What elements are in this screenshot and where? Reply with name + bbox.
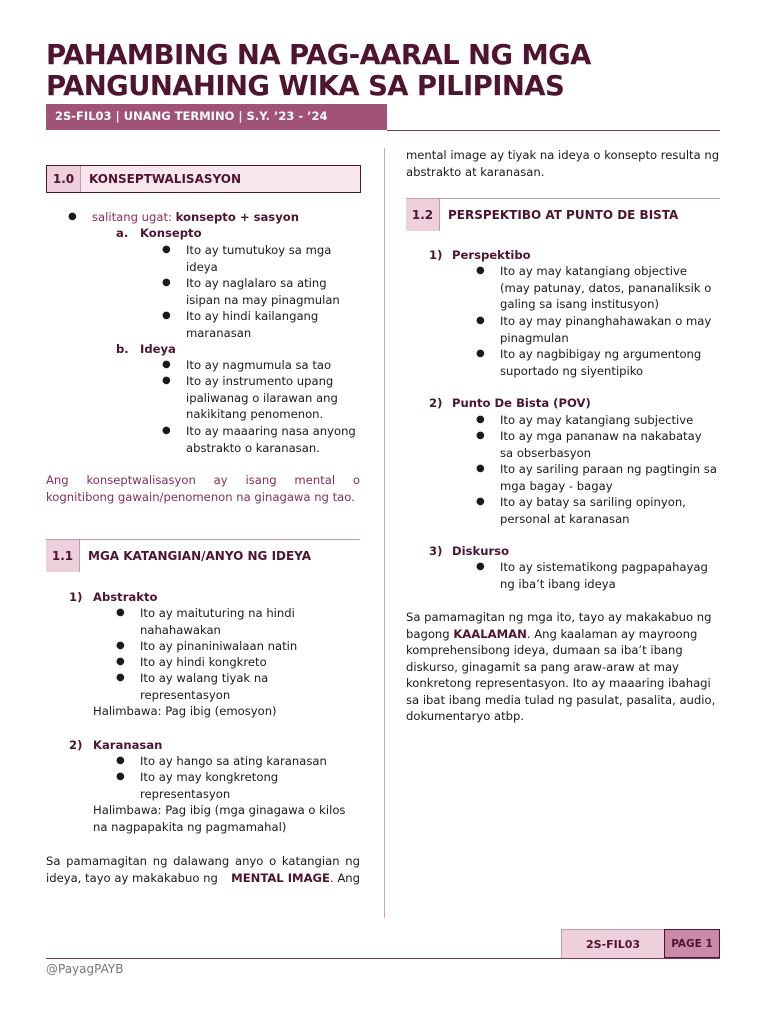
list-item-line: abstrakto o karanasan. bbox=[186, 440, 320, 455]
bullet-icon: ● bbox=[116, 672, 125, 683]
list-item bbox=[140, 605, 360, 638]
list-item-line: suportado ng siyentipiko bbox=[500, 363, 644, 378]
bullet-icon: ● bbox=[116, 755, 125, 766]
subheading-abstrakto: Abstrakto bbox=[93, 590, 158, 604]
example-line: Halimbawa: Pag ibig (mga ginagawa o kilos bbox=[93, 803, 346, 817]
list-item-line: Ito ay may pinanghahawakan o may bbox=[500, 314, 712, 328]
root-word-line bbox=[92, 209, 299, 226]
paragraph-line: komprehensibong ideya, dumaan sa iba’t ibang bbox=[406, 643, 683, 657]
root-word-value: konsepto + sasyon bbox=[175, 210, 299, 224]
list-item-line: ideya bbox=[186, 259, 218, 274]
list-item-line: Ito ay mga pananaw na nakabatay bbox=[500, 429, 702, 443]
section-number: 1.0 bbox=[47, 166, 81, 192]
paragraph-line bbox=[46, 870, 360, 887]
list-item bbox=[500, 313, 720, 346]
list-marker-1: 1) bbox=[69, 590, 83, 604]
list-item bbox=[140, 654, 360, 671]
list-item-line: personal at karanasan bbox=[500, 511, 630, 526]
list-marker-a: a. bbox=[116, 226, 129, 240]
list-item bbox=[186, 275, 360, 308]
list-item-line: Ito ay naglalaro sa ating bbox=[186, 276, 327, 290]
keyword-mental-image: MENTAL IMAGE bbox=[231, 870, 330, 885]
list-item-line: Ito ay hango sa ating karanasan bbox=[140, 754, 327, 768]
list-item bbox=[186, 242, 360, 275]
bullet-icon: ● bbox=[116, 640, 125, 651]
list-item-line: Ito ay pinaniniwalaan natin bbox=[140, 639, 298, 653]
paragraph-line: Sa pamamagitan ng mga ito, tayo ay makakabuo ng bbox=[406, 610, 712, 624]
list-item-line: Ito ay sistematikong pagpapahayag bbox=[500, 560, 708, 574]
subtitle-rule bbox=[387, 130, 720, 131]
list-item-line: Ito ay maituturing na hindi bbox=[140, 606, 295, 620]
list-marker-2: 2) bbox=[429, 396, 443, 410]
paragraph-line bbox=[406, 626, 720, 643]
bullet-icon: ● bbox=[162, 310, 171, 321]
title-line-2: PANGUNAHING WIKA SA PILIPINAS bbox=[46, 70, 565, 102]
list-item bbox=[140, 769, 360, 802]
paragraph-line: Sa pamamagitan ng dalawang anyo o katangian ng bbox=[46, 854, 360, 868]
concept-summary: Ang konseptwalisasyon ay isang mental o kognitibong gawain/penomenon na ginagawa ng tao. bbox=[46, 473, 360, 504]
subheading-diskurso: Diskurso bbox=[452, 544, 510, 558]
list-item-line: representasyon bbox=[140, 786, 231, 801]
list-item-line: Ito ay sariling paraan ng pagtingin sa bbox=[500, 462, 717, 476]
list-item-line: galing sa isang institusyon) bbox=[500, 297, 660, 311]
section-title: MGA KATANGIAN/ANYO NG IDEYA bbox=[88, 549, 312, 563]
list-item-line: Ito ay nagbibigay ng argumentong bbox=[500, 347, 702, 361]
section-number: 1.2 bbox=[406, 199, 440, 231]
section-number: 1.1 bbox=[46, 540, 80, 572]
list-item bbox=[500, 346, 720, 379]
subheading-konsepto: Konsepto bbox=[140, 226, 202, 240]
paragraph-text: . Ang bbox=[329, 870, 360, 885]
bullet-icon: ● bbox=[476, 561, 485, 572]
list-item bbox=[186, 373, 360, 423]
list-item-line: Ito ay walang tiyak na bbox=[140, 671, 269, 685]
list-item-line: isipan na may pinagmulan bbox=[186, 292, 340, 307]
page-title bbox=[46, 40, 736, 102]
footer-course-code: 2S-FIL03 bbox=[561, 929, 664, 958]
list-marker-3: 3) bbox=[429, 544, 443, 558]
list-item bbox=[186, 423, 360, 456]
bullet-icon: ● bbox=[476, 414, 485, 425]
list-item-line: ipaliwanag o ilarawan ang bbox=[186, 390, 338, 405]
subheading-ideya: Ideya bbox=[140, 342, 176, 356]
list-item-line: Ito ay maaaring nasa anyong bbox=[186, 424, 356, 438]
list-item bbox=[186, 308, 360, 341]
list-item-line: Ito ay may kongkretong bbox=[140, 770, 279, 784]
bullet-icon: ● bbox=[116, 771, 125, 782]
paragraph-line: diskurso, ginagamit sa pang araw-araw at may bbox=[406, 659, 679, 674]
list-item-line: maranasan bbox=[186, 325, 252, 340]
list-item-line: sa obserbasyon bbox=[500, 445, 592, 460]
example-line: na nagpapakita ng pagmamahal) bbox=[93, 819, 287, 834]
example-karanasan bbox=[93, 802, 345, 835]
list-marker-2: 2) bbox=[69, 738, 83, 752]
kaalaman-paragraph bbox=[406, 609, 720, 725]
column-divider bbox=[384, 148, 385, 918]
subheading-karanasan: Karanasan bbox=[93, 738, 163, 752]
footer-rule bbox=[46, 958, 720, 959]
keyword-kaalaman: KAALAMAN bbox=[453, 626, 527, 641]
list-marker-1: 1) bbox=[429, 248, 443, 262]
paragraph-line: abstrakto at karanasan. bbox=[406, 164, 545, 179]
bullet-icon: ● bbox=[476, 430, 485, 441]
bullet-icon: ● bbox=[162, 359, 171, 370]
list-item-line: pinagmulan bbox=[500, 330, 569, 345]
paragraph-line: konkretong representasyon. Ito ay maaaring ibahagi bbox=[406, 676, 711, 690]
list-item-line: Ito ay may katangiang subjective bbox=[500, 413, 694, 427]
bullet-icon: ● bbox=[476, 315, 485, 326]
list-item bbox=[140, 638, 360, 655]
bullet-icon: ● bbox=[476, 463, 485, 474]
bullet-icon: ● bbox=[476, 265, 485, 276]
mental-image-paragraph bbox=[46, 853, 360, 886]
list-item bbox=[500, 263, 720, 313]
paragraph-text: . Ang kaalaman ay mayroong bbox=[526, 626, 698, 641]
paragraph-line: dokumentaryo atbp. bbox=[406, 709, 525, 723]
section-title: PERSPEKTIBO AT PUNTO DE BISTA bbox=[448, 208, 679, 222]
paragraph-line: sa ibat ibang media tulad ng pasulat, pasalita, audio, bbox=[406, 692, 716, 707]
list-item-line: Ito ay hindi kongkreto bbox=[140, 655, 267, 669]
list-item-line: nakikitang penomenon. bbox=[186, 407, 324, 421]
subheading-perspektibo: Perspektibo bbox=[452, 248, 531, 262]
bullet-icon: ● bbox=[68, 211, 77, 222]
paragraph-line: mental image ay tiyak na ideya o konsepto resulta ng bbox=[406, 148, 720, 162]
list-item-line: representasyon bbox=[140, 687, 231, 702]
subtitle-bar: 2S-FIL03 | UNANG TERMINO | S.Y. ’23 - ’24 bbox=[46, 104, 387, 130]
section-heading-1-2 bbox=[406, 198, 720, 231]
bullet-icon: ● bbox=[476, 348, 485, 359]
section-title: KONSEPTWALISASYON bbox=[89, 172, 241, 186]
list-item bbox=[140, 670, 360, 703]
list-item bbox=[500, 461, 720, 494]
list-item-line: (may patunay, datos, pananaliksik o bbox=[500, 280, 712, 295]
list-item-line: mga bagay - bagay bbox=[500, 478, 613, 493]
example-abstrakto: Halimbawa: Pag ibig (emosyon) bbox=[93, 704, 277, 718]
list-item-line: Ito ay instrumento upang bbox=[186, 374, 334, 388]
list-item-line: nahahawakan bbox=[140, 622, 221, 637]
list-item bbox=[140, 753, 360, 770]
bullet-icon: ● bbox=[116, 656, 125, 667]
title-line-1: PAHAMBING NA PAG-AARAL NG MGA bbox=[46, 39, 591, 71]
list-item bbox=[500, 412, 720, 429]
bullet-icon: ● bbox=[162, 375, 171, 386]
list-item bbox=[500, 428, 720, 461]
bullet-icon: ● bbox=[162, 277, 171, 288]
bullet-icon: ● bbox=[476, 496, 485, 507]
list-item-line: Ito ay nagmumula sa tao bbox=[186, 358, 332, 372]
section-heading-1-1 bbox=[46, 539, 360, 572]
list-item-line: ng iba’t ibang ideya bbox=[500, 576, 616, 591]
bullet-icon: ● bbox=[162, 244, 171, 255]
list-item-line: Ito ay hindi kailangang bbox=[186, 309, 319, 323]
paragraph-text: ideya, tayo ay makakabuo ng bbox=[46, 870, 222, 885]
list-item-line: Ito ay tumutukoy sa mga bbox=[186, 243, 332, 257]
list-item-line: Ito ay may katangiang objective bbox=[500, 264, 687, 278]
list-item bbox=[500, 559, 720, 592]
author-handle: @PayagPAYB bbox=[46, 962, 124, 976]
list-item bbox=[500, 494, 720, 527]
mental-image-continuation bbox=[406, 147, 720, 180]
bullet-icon: ● bbox=[116, 607, 125, 618]
list-item bbox=[186, 357, 360, 374]
bullet-icon: ● bbox=[162, 425, 171, 436]
footer-page-number: PAGE 1 bbox=[664, 929, 720, 958]
list-item-line: Ito ay batay sa sariling opinyon, bbox=[500, 495, 686, 509]
list-marker-b: b. bbox=[116, 342, 129, 356]
subheading-punto-de-bista: Punto De Bista (POV) bbox=[452, 396, 591, 410]
section-heading-1-0 bbox=[46, 165, 361, 193]
paragraph-text: bagong bbox=[406, 626, 454, 641]
root-word-prefix: salitang ugat: bbox=[92, 210, 176, 224]
